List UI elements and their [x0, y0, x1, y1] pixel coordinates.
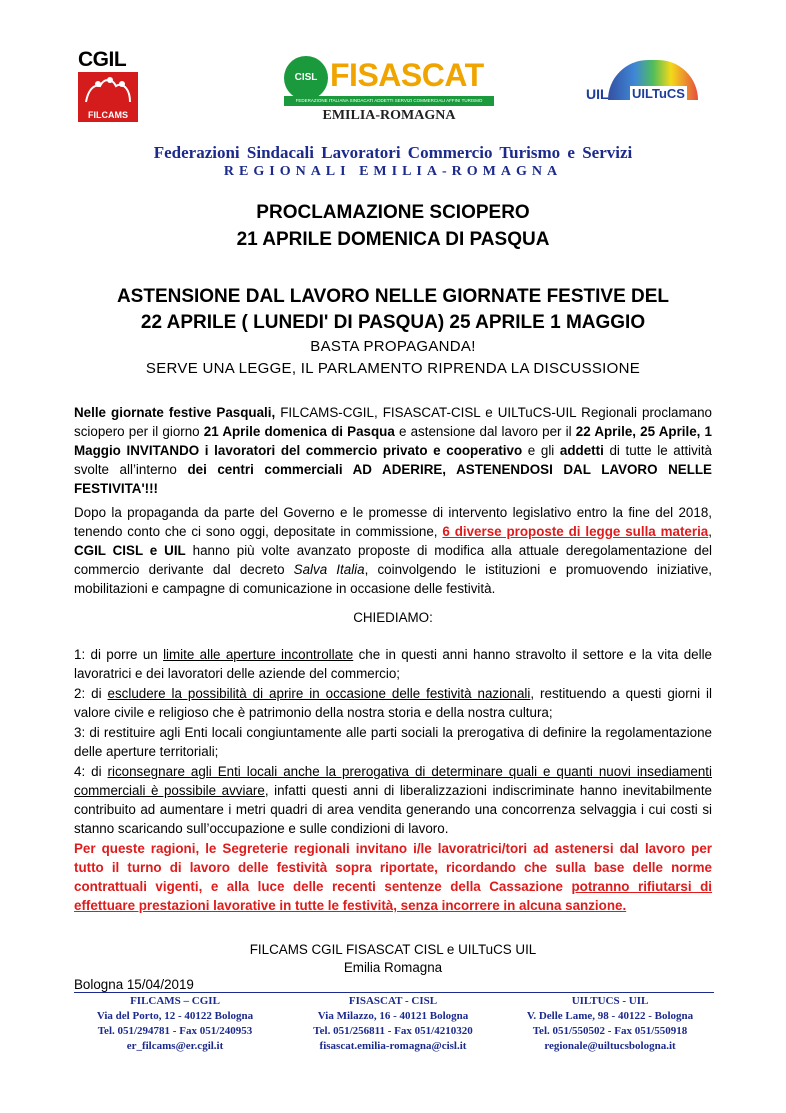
slogan-serve: SERVE UNA LEGGE, IL PARLAMENTO RIPRENDA LA DISCUSSIONE	[145, 360, 641, 377]
footer-phone: Tel. 051/550502 - Fax 051/550918	[532, 1025, 688, 1037]
closing-text: Per queste ragioni, le Segreterie regionali invitano i/le lavoratrici/tori ad astenersi dal lavoro per tutto il turno di lavoro delle festività sopra riportate, ricordando che sulla base delle norme contrattuali vigenti, e alla luce delle recenti sentenze della Cassazione	[74, 841, 712, 894]
demand-item	[74, 723, 712, 761]
demand-underlined: limite alle aperture incontrollate	[163, 647, 354, 662]
signature-unions: FILCAMS CGIL FISASCAT CISL e UILTuCS UIL	[249, 942, 537, 957]
demand-underlined: riconsegnare agli Enti locali anche la prerogativa di determinare quali e quanti nuovi insediamenti commerciali è possibile avviare	[74, 764, 713, 798]
footer-filcams	[65, 994, 285, 1054]
intro-text: e astensione dal lavoro per il	[394, 424, 576, 439]
footer-uiltucs	[500, 994, 720, 1054]
context-text: hanno più volte avanzato proposte di modifica alla attuale deregolamentazione del commercio derivante dal decreto	[74, 543, 712, 577]
context-unions: CGIL CISL e UIL	[74, 543, 186, 558]
logo-bar	[0, 40, 786, 140]
footer-address: Via del Porto, 12 - 40122 Bologna	[96, 1010, 254, 1022]
footer-name: FISASCAT - CISL	[348, 995, 438, 1007]
strike-date: 21 APRILE DOMENICA DI PASQUA	[236, 229, 550, 250]
context-text: ,	[708, 524, 712, 539]
demand-text: , restituendo a questi giorni il valore civile e religioso che è patrimonio della nostra storia e della nostra cultura;	[74, 686, 713, 720]
footer-email[interactable]: er_filcams@er.cgil.it	[126, 1040, 224, 1052]
intro-text: e gli	[522, 443, 560, 458]
intro-dates: 22 Aprile, 25 Aprile, 1 Maggio INVITANDO i lavoratori del commercio privato e cooperativo	[74, 424, 712, 458]
footer-phone: Tel. 051/294781 - Fax 051/240953	[97, 1025, 253, 1037]
demand-underlined: escludere la possibilità di aprire in occasione delle festività nazionali	[107, 686, 531, 701]
cgil-logo-text: CGIL	[78, 48, 127, 71]
footer-address: Via Milazzo, 16 - 40121 Bologna	[317, 1010, 469, 1022]
law-proposals-link[interactable]: 6 diverse proposte di legge sulla materia	[442, 524, 709, 539]
context-text: , coinvolgendo le istituzioni e promuovendo iniziative, mobilitazioni e campagne di comunicazione in occasione delle festività.	[74, 562, 712, 596]
demand-text: 1: di porre un	[74, 647, 164, 662]
footer-name: UILTUCS - UIL	[571, 995, 649, 1007]
paragraph-intro	[74, 403, 712, 498]
footer-phone: Tel. 051/256811 - Fax 051/4210320	[313, 1025, 473, 1037]
intro-text: di tutte le attività svolte all’interno	[74, 443, 712, 477]
signature-region: Emilia Romagna	[343, 960, 443, 975]
abstention-title-line2: 22 APRILE ( LUNEDI' DI PASQUA) 25 APRILE 1 MAGGIO	[140, 312, 646, 333]
intro-call: dei centri commerciali AD ADERIRE, ASTENENDOSI DAL LAVORO NELLE FESTIVITA'!!!	[74, 462, 712, 496]
document-date: Bologna 15/04/2019	[74, 977, 194, 992]
demand-text: , infatti questi anni di liberalizzazioni indiscriminate hanno inevitabilmente contribuito ad aumentare i metri quadri di area vendita generando una concorrenza selvaggia i cui costi si stanno scaricando sull’occupazione e sulle condizioni di lavoro.	[74, 783, 712, 836]
intro-lead: Nelle giornate festive Pasquali,	[74, 405, 276, 420]
fisascat-subtitle: FEDERAZIONE ITALIANA SINDACATI ADDETTI SERVIZI COMMERCIALI AFFINI TURISMO	[295, 98, 483, 103]
footer-email[interactable]: fisascat.emilia-romagna@cisl.it	[319, 1040, 467, 1052]
cgil-figures-icon	[78, 72, 138, 110]
footer-name: FILCAMS – CGIL	[130, 995, 220, 1007]
demands-heading: CHIEDIAMO:	[353, 610, 433, 625]
footer-divider	[74, 992, 714, 993]
fisascat-logo-text: FISASCAT	[330, 57, 484, 93]
footer-fisascat	[283, 994, 503, 1054]
paragraph-context	[74, 503, 712, 598]
demand-text: 4: di	[74, 764, 108, 779]
uil-uiltucs-logo	[580, 60, 710, 120]
closing-paragraph	[74, 839, 712, 915]
closing-underlined: potranno rifiutarsi di effettuare prestazioni lavorative in tutte le festività, senza incorrere in alcuna sanzione.	[74, 879, 712, 913]
context-decree: Salva Italia	[293, 562, 365, 577]
demand-text: 2: di	[74, 686, 108, 701]
regional-title: REGIONALI EMILIA-ROMAGNA	[223, 164, 563, 179]
slogan-basta: BASTA PROPAGANDA!	[310, 338, 476, 355]
demand-item	[74, 645, 712, 683]
cisl-badge: CISL	[284, 56, 328, 100]
abstention-title-line1: ASTENSIONE DAL LAVORO NELLE GIORNATE FESTIVE DEL	[116, 286, 670, 307]
intro-text: FILCAMS-CGIL, FISASCAT-CISL e UILTuCS-UIL Regionali proclamano sciopero per il giorno	[74, 405, 712, 439]
fisascat-logo	[284, 56, 496, 132]
uiltucs-logo-text: UILTuCS	[632, 86, 685, 101]
demand-item	[74, 684, 712, 722]
demand-text: 3: di restituire agli Enti locali congiuntamente alle parti sociali la prerogativa di definire la regolamentazione delle aperture territoriali;	[74, 725, 712, 759]
footer-address: V. Delle Lame, 98 - 40122 - Bologna	[526, 1010, 694, 1022]
footer-email[interactable]: regionale@uiltucsbologna.it	[544, 1040, 676, 1052]
federation-title: Federazioni Sindacali Lavoratori Commercio Turismo e Servizi	[153, 143, 633, 162]
intro-strike-day: 21 Aprile domenica di Pasqua	[203, 424, 395, 439]
demand-text: che in questi anni hanno stravolto il settore e la vita delle lavoratrici e dei lavoratori delle aziende del commercio;	[74, 647, 712, 681]
uil-logo-text: UIL	[586, 86, 609, 102]
strike-title: PROCLAMAZIONE SCIOPERO	[256, 202, 530, 223]
context-text: Dopo la propaganda da parte del Governo e le promesse di intervento legislativo entro la fine del 2018, tenendo conto che ci sono oggi, depositate in commissione,	[74, 505, 712, 539]
cgil-filcams-logo	[78, 50, 144, 135]
fisascat-region: EMILIA-ROMAGNA	[322, 108, 456, 123]
demand-item	[74, 762, 712, 838]
cgil-logo-box	[78, 72, 138, 122]
filcams-logo-text: FILCAMS	[88, 110, 128, 120]
intro-addetti: addetti	[559, 443, 604, 458]
